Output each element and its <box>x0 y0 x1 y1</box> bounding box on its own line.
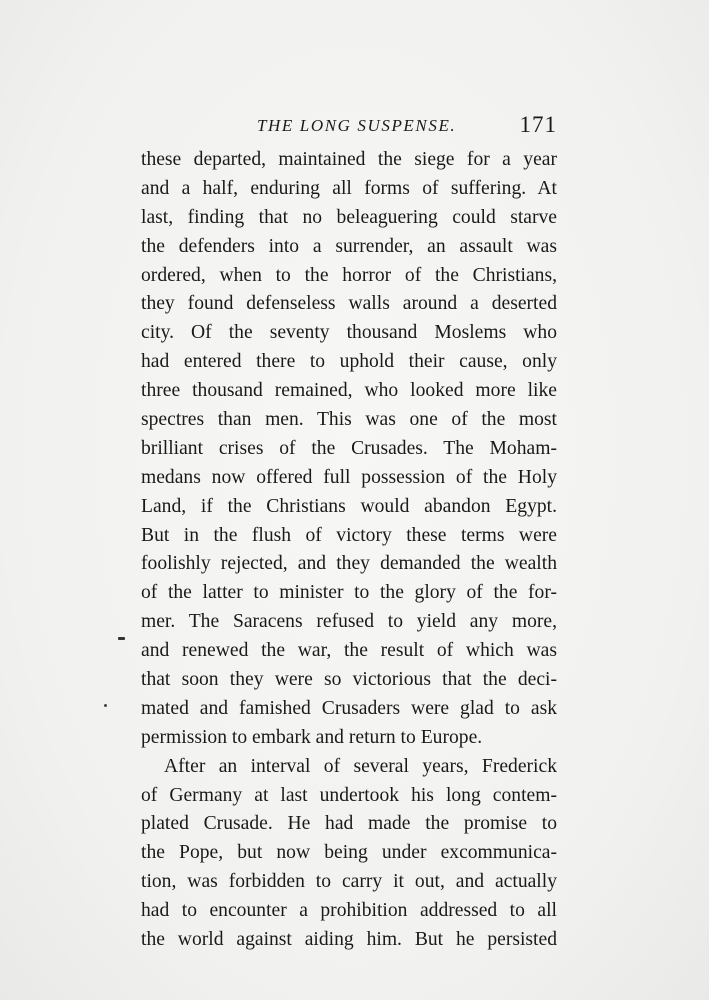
text-line: the defenders into a surrender, an assault was <box>141 235 557 257</box>
text-line: had to encounter a prohibition addressed to all <box>141 900 557 922</box>
page-number: 171 <box>519 112 557 137</box>
text-line: that soon they were so victorious that the deci- <box>141 669 557 691</box>
text-line: the Pope, but now being under excommunica- <box>141 842 557 864</box>
text-line: they found defenseless walls around a deserted <box>141 293 557 315</box>
text-line: and a half, enduring all forms of suffering. At <box>141 177 557 199</box>
paragraph-start-line: After an interval of several years, Frederick <box>164 755 557 777</box>
text-line: of Germany at last undertook his long contem- <box>141 784 557 806</box>
text-line: ordered, when to the horror of the Christians, <box>141 264 557 286</box>
text-line: these departed, maintained the siege for a year <box>141 149 557 170</box>
text-line: tion, was forbidden to carry it out, and actually <box>141 871 557 893</box>
text-line: foolishly rejected, and they demanded the wealth <box>141 553 557 575</box>
text-line: medans now offered full possession of the Holy <box>141 466 557 488</box>
body-text <box>141 146 557 955</box>
text-line: brilliant crises of the Crusades. The Moham- <box>141 437 557 459</box>
page-header <box>145 112 557 146</box>
text-line: plated Crusade. He had made the promise to <box>141 813 557 835</box>
text-line: the world against aiding him. But he persisted <box>141 929 557 951</box>
paragraph-end-line: permission to embark and return to Europe. <box>141 726 483 748</box>
text-line: But in the flush of victory these terms were <box>141 524 557 546</box>
text-line: and renewed the war, the result of which was <box>141 640 557 662</box>
text-line: had entered there to uphold their cause, only <box>141 351 557 373</box>
text-line: mer. The Saracens refused to yield any more, <box>141 611 557 633</box>
text-line: mated and famished Crusaders were glad to ask <box>141 697 557 719</box>
running-title: THE LONG SUSPENSE. <box>257 116 457 135</box>
margin-mark <box>118 637 125 640</box>
margin-speck <box>104 704 107 707</box>
text-line: spectres than men. This was one of the most <box>141 409 557 431</box>
text-line: Land, if the Christians would abandon Egypt. <box>141 495 557 517</box>
text-line: last, finding that no beleaguering could starve <box>141 206 557 228</box>
text-line: city. Of the seventy thousand Moslems who <box>141 322 557 344</box>
text-line: three thousand remained, who looked more like <box>141 380 557 402</box>
text-line: of the latter to minister to the glory of the for- <box>141 582 557 604</box>
